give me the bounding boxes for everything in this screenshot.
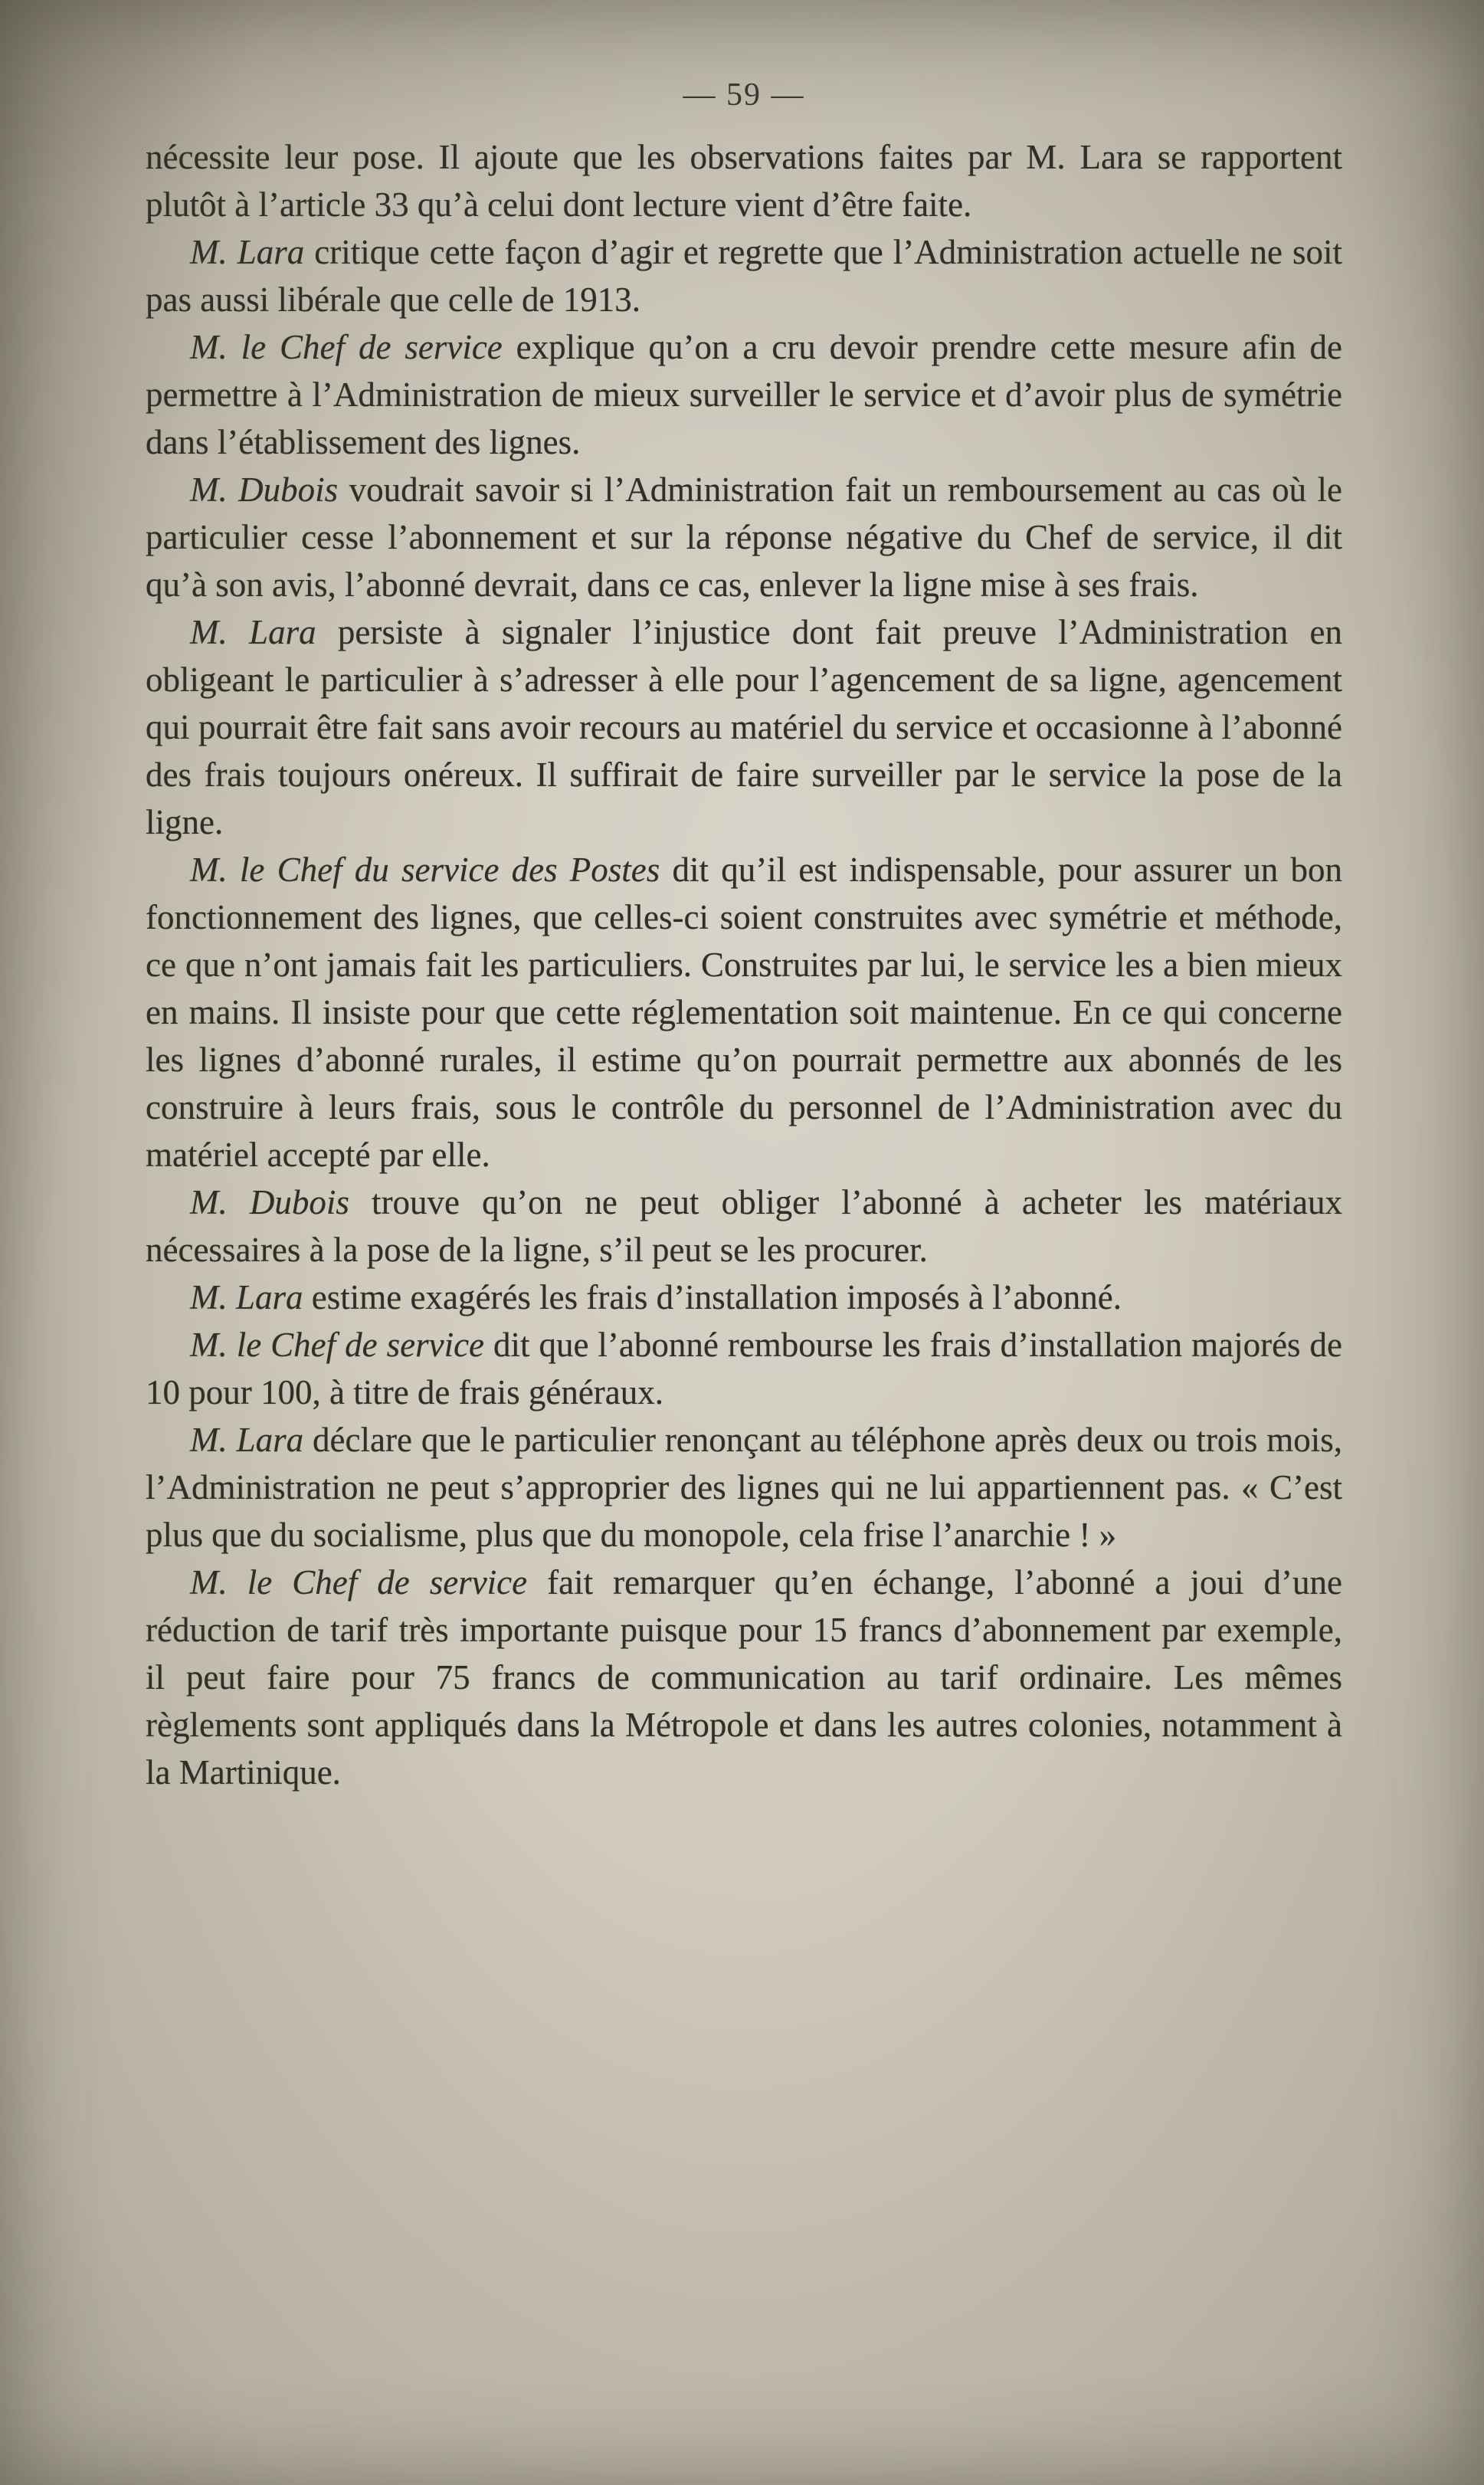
speaker-name: M. Lara — [190, 233, 305, 271]
paragraph-text: dit que l’abonné rembourse les frais d’installation majorés de 10 pour 100, à titre de frais généraux. — [146, 1326, 1343, 1411]
paragraph — [146, 1274, 1342, 1321]
paragraph — [146, 228, 1342, 323]
speaker-name: M. Lara — [190, 613, 316, 651]
speaker-name: M. Dubois — [190, 470, 339, 509]
speaker-name: M. le Chef de service — [190, 328, 503, 366]
paragraph-text: explique qu’on a cru devoir prendre cette mesure afin de permettre à l’Administration de mieux surveiller le service et d’avoir plus de symétrie dans l’établissement des lignes. — [146, 328, 1342, 461]
paragraph — [146, 133, 1342, 228]
paragraph-text: voudrait savoir si l’Administration fait un remboursement au cas où le particulier cesse l’abonnement et sur la réponse négative du Chef de service, il dit qu’à son avis, l’abonné devrait, dans ce cas, enlever la ligne mise à ses frais. — [146, 470, 1343, 604]
page-content — [146, 77, 1342, 1796]
paragraph-text: déclare que le particulier renonçant au téléphone après deux ou trois mois, l’Administration ne peut s’approprier des lignes qui ne lui appartiennent pas. « C’est plus que du socialisme, plus que du monopole, cela frise l’anarchie ! » — [146, 1421, 1342, 1554]
speaker-name: M. Lara — [190, 1421, 304, 1459]
speaker-name: M. le Chef du service des Postes — [190, 851, 660, 889]
page-text — [146, 133, 1342, 1796]
speaker-name: M. Dubois — [190, 1183, 349, 1221]
page-number: — 59 — — [683, 77, 805, 113]
speaker-name: M. le Chef de service — [190, 1326, 485, 1364]
paragraph — [146, 846, 1342, 1179]
paragraph-text: estime exagérés les frais d’installation imposés à l’abonné. — [303, 1278, 1122, 1316]
paragraph-text: dit qu’il est indispensable, pour assurer un bon fonctionnement des lignes, que celles-ci soient construites avec symétrie et méthode, ce que n’ont jamais fait les particuliers. Construites par lui, le service les a bien mieux en mains. Il insiste pour que cette réglementation soit maintenue. En ce qui concerne les lignes d’abonné rurales, il estime qu’on pourrait permettre aux abonnés de les construire à leurs frais, sous le contrôle du personnel de l’Administration avec du matériel accepté par elle. — [146, 851, 1342, 1174]
paragraph — [146, 466, 1342, 608]
paragraph — [146, 608, 1342, 846]
paragraph-text: nécessite leur pose. Il ajoute que les observations faites par M. Lara se rapportent plutôt à l’article 33 qu’à celui dont lecture vient d’être faite. — [146, 138, 1342, 224]
paragraph — [146, 1321, 1342, 1416]
paragraph — [146, 1179, 1342, 1274]
paragraph-text: fait remarquer qu’en échange, l’abonné a joui d’une réduction de tarif très importante puisque pour 15 francs d’abonnement par exemple, il peut faire pour 75 francs de communication au tarif ordinaire. Les mêmes règlements sont appliqués dans la Métropole et dans les autres colonies, notamment à la Martinique. — [146, 1563, 1342, 1792]
paragraph — [146, 1559, 1342, 1796]
speaker-name: M. Lara — [190, 1278, 303, 1316]
paragraph — [146, 1416, 1342, 1559]
speaker-name: M. le Chef de service — [190, 1563, 528, 1601]
paragraph-text: critique cette façon d’agir et regrette que l’Administration actuelle ne soit pas aussi libérale que celle de 1913. — [146, 233, 1342, 319]
paragraph-text: trouve qu’on ne peut obliger l’abonné à acheter les matériaux nécessaires à la pose de la ligne, s’il peut se les procurer. — [146, 1183, 1343, 1269]
paragraph — [146, 323, 1342, 466]
paragraph-text: persiste à signaler l’injustice dont fait preuve l’Administration en obligeant le particulier à s’adresser à elle pour l’agencement de sa ligne, agencement qui pourrait être fait sans avoir recours au matériel du service et occasionne à l’abonné des frais toujours onéreux. Il suffirait de faire surveiller par le service la pose de la ligne. — [146, 613, 1342, 841]
